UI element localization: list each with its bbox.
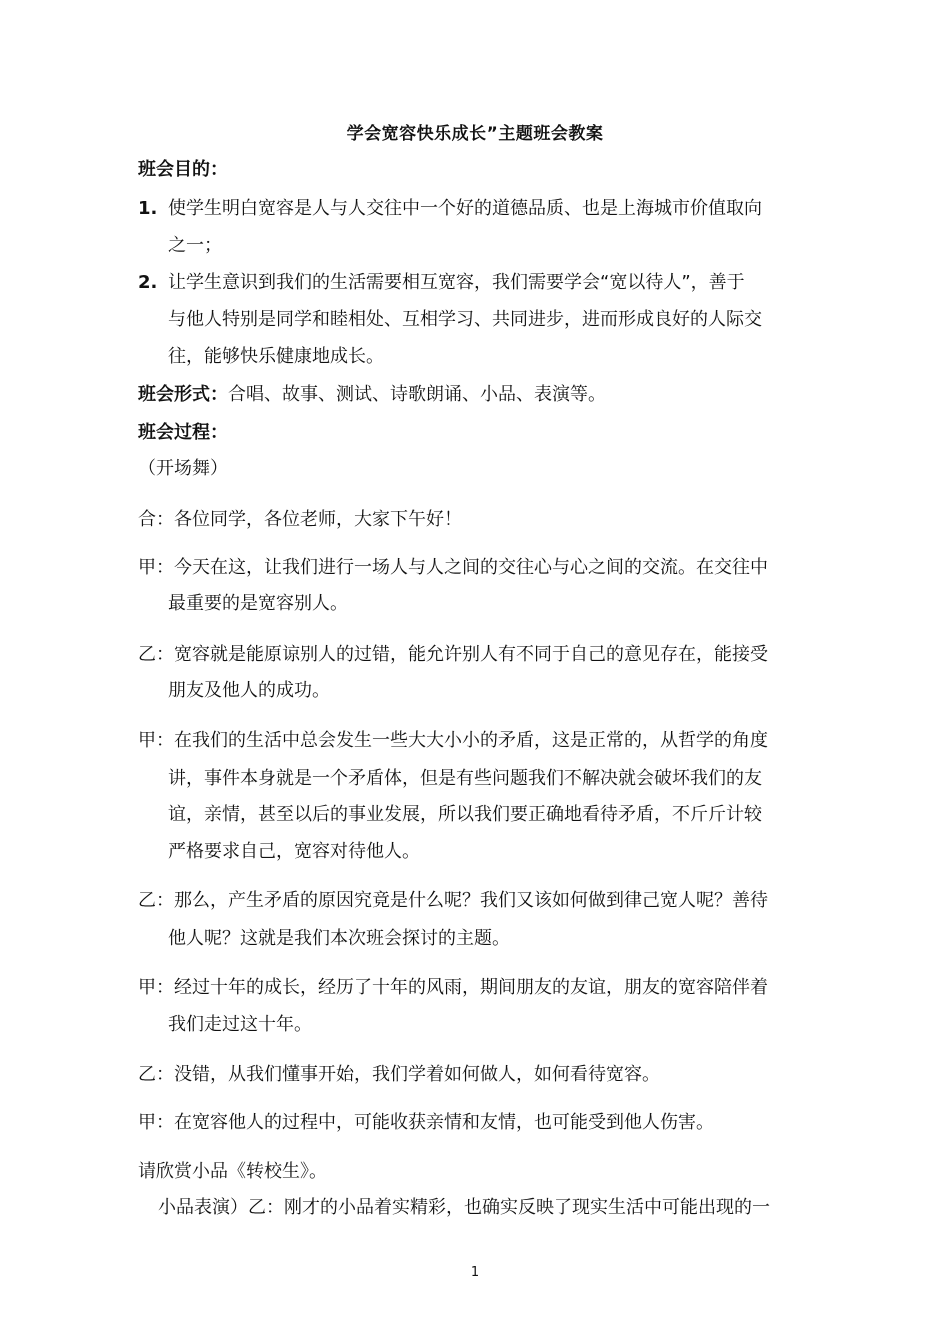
skit-performance-line: 小品表演）乙：刚才的小品着实精彩，也确实反映了现实生活中可能出现的一	[158, 1197, 770, 1218]
purpose-item-number: 1.	[138, 198, 158, 219]
dialogue-line: 甲：在我们的生活中总会发生一些大大小小的矛盾，这是正常的，从哲学的角度	[138, 730, 768, 751]
purpose-item-number: 2.	[138, 272, 158, 293]
dialogue-line-cont: 朋友及他人的成功。	[168, 680, 330, 701]
purpose-item-2	[138, 271, 745, 295]
process-heading: 班会过程：	[138, 422, 228, 443]
dialogue-line: 甲：在宽容他人的过程中，可能收获亲情和友情，也可能受到他人伤害。	[138, 1112, 714, 1133]
purpose-item-1-cont: 之一；	[168, 235, 222, 256]
purpose-item-text: 使学生明白宽容是人与人交往中一个好的道德品质、也是上海城市价值取向	[168, 198, 762, 219]
form-text: 合唱、故事、测试、诗歌朗诵、小品、表演等。	[228, 384, 606, 405]
dialogue-line-cont: 他人呢？这就是我们本次班会探讨的主题。	[168, 928, 510, 949]
dialogue-line: 甲：经过十年的成长，经历了十年的风雨，期间朋友的友谊，朋友的宽容陪伴着	[138, 977, 768, 998]
dialogue-line: 乙：那么，产生矛盾的原因究竟是什么呢？我们又该如何做到律己宽人呢？善待	[138, 890, 768, 911]
dialogue-line-cont: 我们走过这十年。	[168, 1014, 312, 1035]
purpose-heading: 班会目的：	[138, 159, 228, 180]
dialogue-line: 乙：没错，从我们懂事开始，我们学着如何做人，如何看待宽容。	[138, 1064, 660, 1085]
purpose-item-2-cont-1: 与他人特别是同学和睦相处、互相学习、共同进步，进而形成良好的人际交	[168, 309, 762, 330]
form-line	[138, 383, 606, 407]
purpose-item-1	[138, 197, 762, 221]
dialogue-line: 乙：宽容就是能原谅别人的过错，能允许别人有不同于自己的意见存在，能接受	[138, 644, 768, 665]
dialogue-line-cont: 讲，事件本身就是一个矛盾体，但是有些问题我们不解决就会破坏我们的友	[168, 768, 762, 789]
dialogue-line-cont: 严格要求自己，宽容对待他人。	[168, 841, 420, 862]
form-heading: 班会形式：	[138, 384, 228, 405]
dialogue-line: 甲：今天在这，让我们进行一场人与人之间的交往心与心之间的交流。在交往中	[138, 557, 768, 578]
dialogue-line: 合：各位同学，各位老师，大家下午好！	[138, 509, 462, 530]
purpose-item-text: 让学生意识到我们的生活需要相互宽容，我们需要学会“宽以待人”，善于	[168, 272, 745, 293]
skit-intro: 请欣赏小品《转校生》。	[138, 1161, 327, 1182]
document-title: 学会宽容快乐成长”主题班会教案	[346, 124, 604, 144]
dialogue-line-cont: 谊，亲情，甚至以后的事业发展，所以我们要正确地看待矛盾，不斤斤计较	[168, 804, 762, 825]
opening-note: （开场舞）	[138, 458, 228, 479]
dialogue-line-cont: 最重要的是宽容别人。	[168, 593, 348, 614]
page-number: 1	[470, 1265, 480, 1280]
purpose-item-2-cont-2: 往，能够快乐健康地成长。	[168, 346, 384, 367]
